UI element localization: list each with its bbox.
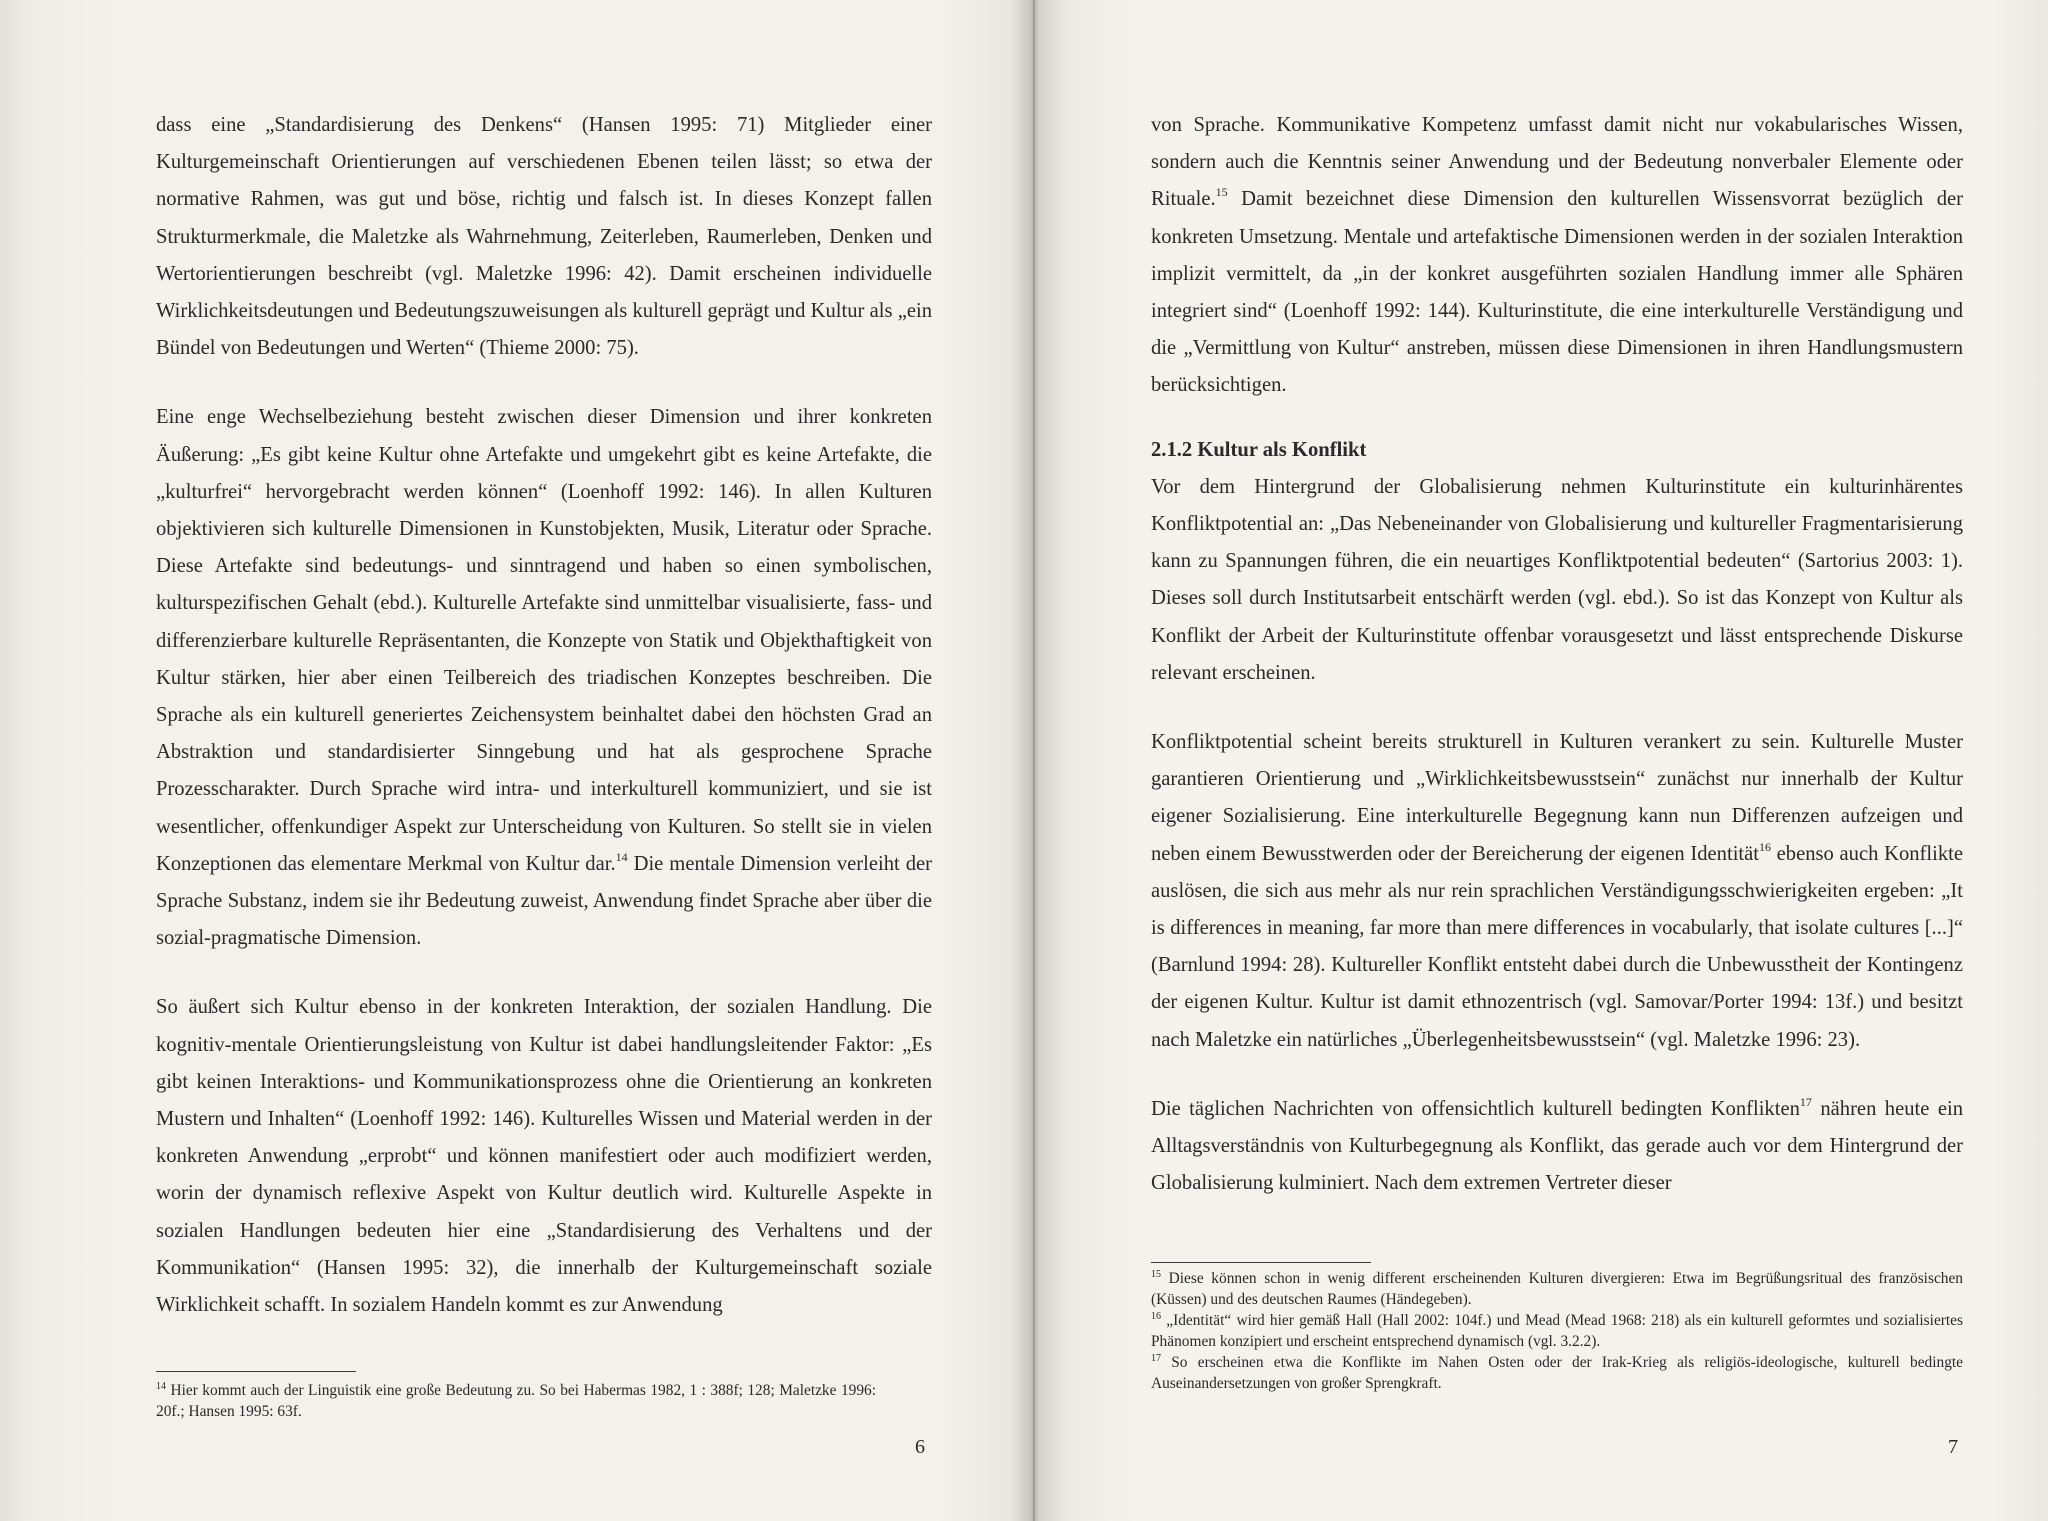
page-number: 7 bbox=[1948, 1436, 1958, 1458]
footnote: $^{14}$ Hier kommt auch der Linguistik eine große Bedeutung zu. So bei Habermas 1982, 1 : 388f; 128; Maletzke 1996: 20f.; Hansen 1995: 63f. bbox=[156, 1381, 876, 1420]
right-page bbox=[1036, 0, 2048, 1521]
paragraph: So äußert sich Kultur ebenso in der konkreten Interaktion, der sozialen Handlung. Die kognitiv-mentale Orientierungsleistung von Kultur ist dabei handlungsleitender Faktor: „Es gibt keinen Interaktions- und Kommunikationsprozess ohne die Orientierung an konkreten Mustern und Inhalten“ (Loenhoff 1992: 146). Kulturelles Wissen und Material werden in der konkreten Anwendung „erprobt“ und können manifestiert oder auch modifiziert werden, worin der dynamisch reflexive Aspekt von Kultur deutlich wird. Kulturelle Aspekte in sozialen Handlungen bedeuten hier eine „Standardisierung des Verhaltens und der Kommunikation“ (Hansen 1995: 32), die innerhalb der Kulturgemeinschaft soziale Wirklichkeit schafft. In sozialem Handeln kommt es zur Anwendung bbox=[156, 996, 932, 1317]
paragraph: Eine enge Wechselbeziehung besteht zwischen dieser Dimension und ihrer konkreten Äußerung: „Es gibt keine Kultur ohne Artefakte und umgekehrt gibt es keine Artefakte, die „kulturfrei“ hervorgebracht werden können“ (Loenhoff 1992: 146). In allen Kulturen objektivieren sich kulturelle Dimensionen in Kunstobjekten, Musik, Literatur oder Sprache. Diese Artefakte sind bedeutungs- und sinntragend und haben so einen symbolischen, kulturspezifischen Gehalt (ebd.). Kulturelle Artefakte sind unmittelbar visualisierte, fass- und differenzierbare kulturelle Repräsentanten, die Konzepte von Statik und Objekthaftigkeit von Kultur stärken, hier aber einen Teilbereich des triadischen Konzeptes beschreiben. Die Sprache als ein kulturell generiertes Zeichensystem beinhaltet dabei den höchsten Grad an Abstraktion und standardisierter Sinngebung und hat als gesprochene Sprache Prozesscharakter. Durch Sprache wird intra- und interkulturell kommuniziert, und sie ist wesentlicher, offenkundiger Aspekt zur Unterscheidung von Kulturen. So stellt sie in vielen Konzeptionen das elementare Merkmal von Kultur dar.$^{14}$ Die mentale Dimension verleiht der Sprache Substanz, indem sie ihr Bedeutung zuweist, Anwendung findet Sprache aber über die sozial-pragmatische Dimension. bbox=[156, 406, 932, 950]
footnote-ref[interactable]: 16 bbox=[1759, 839, 1771, 854]
footnote-ref[interactable]: 15 bbox=[1215, 185, 1228, 200]
paragraph: dass eine „Standardisierung des Denkens“ (Hansen 1995: 71) Mitglieder einer Kulturgemeinschaft Orientierungen auf verschiedenen Ebenen teilen lässt; so etwa der normative Rahmen, was gut und böse, richtig und falsch ist. In dieses Konzept fallen Strukturmerkmale, die Maletzke als Wahrnehmung, Zeiterleben, Raumerleben, Denken und Wertorientierungen beschreibt (vgl. Maletzke 1996: 42). Damit erscheinen individuelle Wirklichkeitsdeutungen und Bedeutungszuweisungen als kulturell geprägt und Kultur als „ein Bündel von Bedeutungen und Werten“ (Thieme 2000: 75). bbox=[156, 114, 932, 360]
page-number: 6 bbox=[915, 1436, 925, 1458]
paragraph: Konfliktpotential scheint bereits strukturell in Kulturen verankert zu sein. Kulturelle Muster garantieren Orientierung und „Wirklichkeitsbewusstsein“ zunächst nur innerhalb der Kultur eigener Sozialisierung. Eine interkulturelle Begegnung kann nun Differenzen aufzeigen und neben einem Bewusstwerden oder der Bereicherung der eigenen Identität$^{16}$ ebenso auch Konflikte auslösen, die sich aus mehr als nur rein sprachlichen Verständigungsschwierigkeiten ergeben: „It is differences in meaning, far more than mere differences in vocabularly, that isolate cultures [...]“ (Barnlund 1994: 28). Kultureller Konflikt entsteht dabei durch die Unbewusstheit der Kontingenz der eigenen Kultur. Kultur ist damit ethnozentrisch (vgl. Samovar/Porter 1994: 13f.) und besitzt nach Maletzke ein natürliches „Überlegenheitsbewusstsein“ (vgl. Maletzke 1996: 23). bbox=[1151, 731, 1963, 1051]
paragraph: Die täglichen Nachrichten von offensichtlich kulturell bedingten Konflikten$^{17}$ nähren heute ein Alltagsverständnis von Kulturbegegnung als Konflikt, das gerade auch vor dem Hintergrund der Globalisierung kulminiert. Nach dem extremen Vertreter dieser bbox=[1151, 1094, 1964, 1195]
right-page-body bbox=[1151, 107, 1963, 1202]
footnote-separator bbox=[1151, 1262, 1371, 1263]
footnotes bbox=[156, 1380, 876, 1422]
left-page-body bbox=[156, 107, 932, 1324]
section-heading: 2.1.2 Kultur als Konflikt bbox=[1151, 438, 1367, 461]
footnotes bbox=[1151, 1268, 1963, 1394]
footnote-separator bbox=[156, 1371, 356, 1372]
footnote-ref[interactable]: 17 bbox=[1799, 1094, 1812, 1109]
footnote: $^{15}$ Diese können schon in wenig different erscheinenden Kulturen divergieren: Etwa im Begrüßungsritual des französischen (Küssen) und des deutschen Raumes (Händegeben). bbox=[1151, 1269, 1963, 1308]
paragraph: von Sprache. Kommunikative Kompetenz umfasst damit nicht nur vokabularisches Wissen, sondern auch die Kenntnis seiner Anwendung und der Bedeutung nonverbaler Elemente oder Rituale.$^{15}$ Damit bezeichnet diese Dimension den kulturellen Wissensvorrat bezüglich der konkreten Umsetzung. Mentale und artefaktische Dimensionen werden in der sozialen Interaktion implizit vermittelt, da „in der konkret ausgeführten sozialen Handlung immer alle Sphären integriert sind“ (Loenhoff 1992: 144). Kulturinstitute, die eine interkulturelle Verständigung und die „Vermittlung von Kultur“ anstreben, müssen diese Dimensionen in ihren Handlungsmustern berücksichtigen. bbox=[1151, 114, 1963, 397]
paragraph: Vor dem Hintergrund der Globalisierung nehmen Kulturinstitute ein kulturinhärentes Konfliktpotential an: „Das Nebeneinander von Globalisierung und kultureller Fragmentarisierung kann zu Spannungen führen, die ein neuartiges Konfliktpotential bedeuten“ (Sartorius 2003: 1). Dieses soll durch Institutsarbeit entschärft werden (vgl. ebd.). So ist das Konzept von Kultur als Konflikt der Arbeit der Kulturinstitute offenbar vorausgesetzt und lässt entsprechende Diskurse relevant erscheinen. bbox=[1151, 475, 1963, 684]
footnote: $^{16}$ „Identität“ wird hier gemäß Hall (Hall 2002: 104f.) und Mead (Mead 1968: 218) als ein kulturell geformtes und sozialisiertes Phänomen konzipiert und erscheint entsprechend dynamisch (vgl. 3.2.2). bbox=[1151, 1311, 1963, 1350]
footnote-ref[interactable]: 14 bbox=[615, 849, 628, 864]
footnote: $^{17}$ So erscheinen etwa die Konflikte im Nahen Osten oder der Irak-Krieg als religiös-ideologische, kulturell bedingte Auseinandersetzungen von großer Sprengkraft. bbox=[1151, 1353, 1963, 1392]
book-gutter bbox=[1033, 0, 1035, 1521]
